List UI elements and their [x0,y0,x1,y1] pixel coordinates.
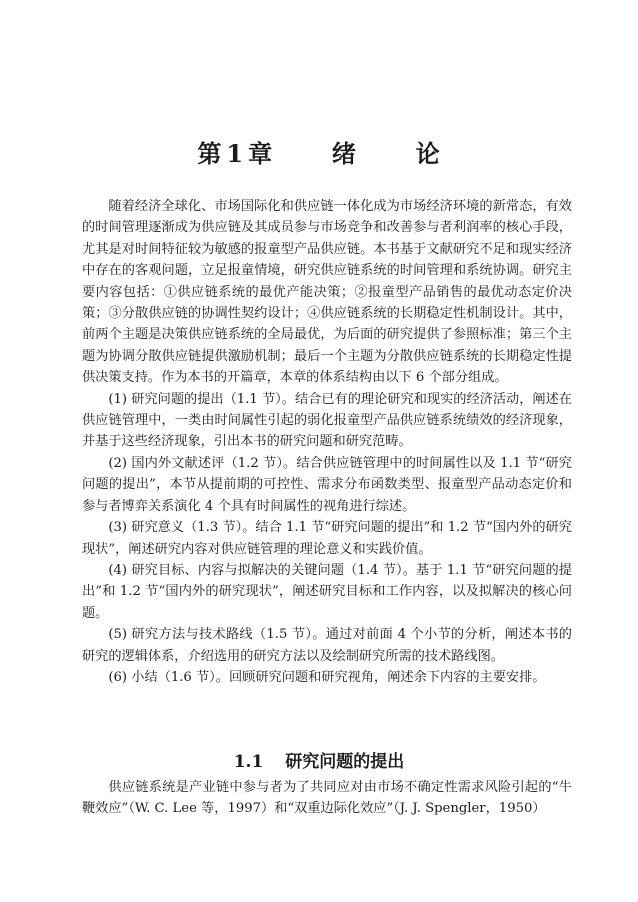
chapter-label-suffix: 章 [248,139,274,169]
chapter-title-char-1: 绪 [331,139,357,169]
structure-item-1: (1) 研究问题的提出（1.1 节）。结合已有的理论研究和现实的经济活动，阐述在供应链管理中，一类由时间属性引起的弱化报童型产品供应链系统绩效的经济现象，并基于这些经济现象，引出本书的研究问题和研究范畴。 [82,391,572,450]
structure-item-6: (6) 小结（1.6 节）。回顾研究问题和研究视角，阐述余下内容的主要安排。 [108,669,546,685]
section-title: 研究问题的提出 [285,752,405,773]
section-paragraph: 供应链系统是产业链中参与者为了共同应对由市场不确定性需求风险引起的“牛鞭效应”（W. C. Lee 等，1997）和“双重边际化效应”（J. J. Spengler，1950） [82,780,572,817]
structure-item-4: (4) 研究目标、内容与拟解决的关键问题（1.4 节）。基于 1.1 节“研究问题的提出”和 1.2 节“国内外的研究现状”，阐述研究目标和工作内容，以及拟解决的核心问题。 [82,562,572,621]
chapter-number: 1 [226,139,245,169]
chapter-label-prefix: 第 [197,139,223,169]
structure-item-2: (2) 国内外文献述评（1.2 节）。结合供应链管理中的时间属性以及 1.1 节“研究问题的提出”，本节从提前期的可控性、需求分布函数类型、报童型产品动态定价和参与者博弈关系演化 4 个具有时间属性的视角进行综述。 [82,455,572,514]
section-heading [0,747,638,772]
chapter-title [0,134,638,169]
section-number: 1.1 [233,752,264,773]
chapter-intro [82,196,572,688]
structure-item-3: (3) 研究意义（1.3 节）。结合 1.1 节“研究问题的提出”和 1.2 节“国内外的研究现状”，阐述研究内容对供应链管理的理论意义和实践价值。 [82,520,572,557]
intro-paragraph: 随着经济全球化、市场国际化和供应链一体化成为市场经济环境的新常态，有效的时间管理逐渐成为供应链及其成员参与市场竞争和改善参与者利润率的核心手段，尤其是对时间特征较为敏感的报童型产品供应链。本书基于文献研究不足和现实经济中存在的客观问题，立足报童情境，研究供应链系统的时间管理和系统协调。研究主要内容包括：①供应链系统的最优产能决策；②报童型产品销售的最优动态定价决策；③分散供应链的协调性契约设计；④供应链系统的长期稳定性机制设计。其中，前两个主题是决策供应链系统的全局最优，为后面的研究提供了参照标准；第三个主题为协调分散供应链提供激励机制；最后一个主题为分散供应链系统的长期稳定性提供决策支持。作为本书的开篇章，本章的体系结构由以下 6 个部分组成。 [82,199,572,386]
structure-item-5: (5) 研究方法与技术路线（1.5 节）。通过对前面 4 个小节的分析，阐述本书的研究的逻辑体系，介绍选用的研究方法以及绘制研究所需的技术路线图。 [82,627,572,664]
section-body [82,777,572,820]
chapter-title-char-2: 论 [415,139,441,169]
